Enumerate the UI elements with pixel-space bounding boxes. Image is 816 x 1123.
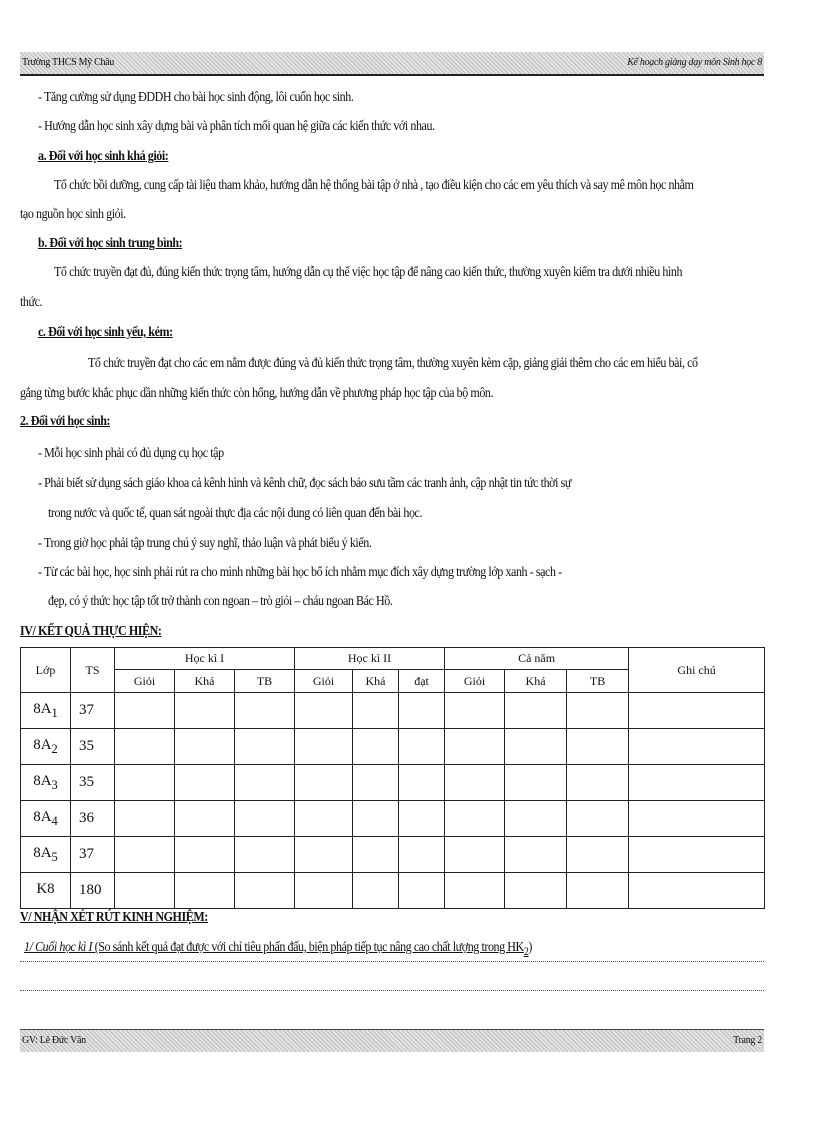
total-cell: 37 (71, 837, 115, 873)
sub-header: Khá (505, 670, 567, 693)
review-label: 1/ Cuối học kì I (24, 940, 93, 955)
group-header-term1: Học kì I (115, 648, 295, 670)
text-line: gắng từng bước khắc phục dần những kiến thức còn hổng, hướng dẫn về phương pháp học tập của bộ môn. (20, 386, 494, 401)
class-cell: K8 (21, 873, 71, 909)
text-line: - Hướng dẫn học sinh xây dựng bài và phân tích mối quan hệ giữa các kiến thức với nhau. (38, 119, 435, 134)
review-sub: 2 (523, 944, 529, 958)
total-cell: 36 (71, 801, 115, 837)
dotted-rule (20, 990, 764, 991)
sub-header: Giỏi (445, 670, 505, 693)
text-line: - Trong giờ học phải tập trung chú ý suy nghĩ, thảo luận và phát biểu ý kiến. (38, 536, 372, 551)
section-heading-5: V/ NHẬN XÉT RÚT KINH NGHIỆM: (20, 910, 208, 925)
total-cell: 35 (71, 765, 115, 801)
class-cell: $8A_3$ (21, 765, 71, 801)
text-line: - Phải biết sử dụng sách giáo khoa cả kênh hình và kênh chữ, đọc sách báo sưu tầm các tranh ảnh, cập nhật tin tức thời sự (38, 476, 571, 491)
group-header-year: Cả năm (445, 648, 629, 670)
class-cell: $8A_2$ (21, 729, 71, 765)
text-line: - Mỗi học sinh phải có đủ dụng cụ học tập (38, 446, 224, 461)
sub-header: Khá (175, 670, 235, 693)
results-table (20, 647, 765, 909)
text-line: đẹp, có ý thức học tập tốt trở thành con ngoan – trò giỏi – cháu ngoan Bác Hồ. (48, 594, 393, 609)
review-line (24, 940, 532, 958)
sub-header: TB (567, 670, 629, 693)
text-line: tạo nguồn học sinh giỏi. (20, 207, 126, 222)
table-row (21, 729, 765, 765)
text-line: - Tăng cường sử dụng ĐDDH cho bài học sinh động, lôi cuốn học sinh. (38, 90, 354, 105)
sub-header: đạt (399, 670, 445, 693)
table-row (21, 801, 765, 837)
document-title: Kế hoạch giảng dạy môn Sinh học 8 (627, 57, 762, 68)
sub-header: Giỏi (115, 670, 175, 693)
table-row (21, 693, 765, 729)
col-header-class: Lớp (21, 648, 71, 693)
text-line: trong nước và quốc tế, quan sát ngoài thực địa các nội dung có liên quan đến bài học. (48, 506, 423, 521)
class-cell: $8A_1$ (21, 693, 71, 729)
sub-header: TB (235, 670, 295, 693)
teacher-name: GV: Lê Đức Vân (22, 1035, 86, 1046)
col-header-total: TS (71, 648, 115, 693)
class-cell: $8A_5$ (21, 837, 71, 873)
section-heading-c: c. Đối với học sinh yếu, kém: (38, 325, 173, 340)
total-cell: 180 (71, 873, 115, 909)
sub-header: Giỏi (295, 670, 353, 693)
text-line: Tổ chức bồi dưỡng, cung cấp tài liệu tham khảo, hướng dẫn hệ thống bài tập ở nhà , tạo điều kiện cho các em yêu thích và say mê môn học nhằm (54, 178, 694, 193)
text-line: Tổ chức truyền đạt đủ, đúng kiến thức trọng tâm, hướng dẫn cụ thể việc học tập để nâng cao kiến thức, thường xuyên kiểm tra dưới nhiều hình (54, 265, 683, 280)
text-line: thức. (20, 295, 43, 310)
page-number: Trang 2 (733, 1035, 762, 1046)
sub-header: Khá (353, 670, 399, 693)
review-end: ) (528, 940, 533, 955)
total-cell: 35 (71, 729, 115, 765)
section-heading-4: IV/ KẾT QUẢ THỰC HIỆN: (20, 624, 162, 639)
table-row (21, 837, 765, 873)
table-row (21, 873, 765, 909)
class-cell: $8A_4$ (21, 801, 71, 837)
section-heading-b: b. Đối với học sinh trung bình: (38, 236, 183, 251)
group-header-term2: Học kì II (295, 648, 445, 670)
page-header (20, 52, 764, 76)
school-name: Trường THCS Mỹ Châu (22, 57, 114, 68)
text-line: - Từ các bài học, học sinh phải rút ra cho mình những bài học bổ ích nhằm mục đích xây dựng trường lớp xanh - sạch - (38, 565, 562, 580)
section-heading-2: 2. Đối với học sinh: (20, 414, 111, 429)
dotted-rule (20, 961, 764, 962)
review-text: (So sánh kết quả đạt được với chỉ tiêu phấn đấu, biện pháp tiếp tục nâng cao chất lượng trong HK (92, 940, 524, 955)
col-header-note: Ghi chú (629, 648, 765, 693)
page-footer (20, 1029, 764, 1052)
table-row (21, 765, 765, 801)
text-line: Tổ chức truyền đạt cho các em nắm được đúng và đủ kiến thức trọng tâm, thường xuyên kèm cặp, giảng giải thêm cho các em hiểu bài, cố (88, 356, 698, 371)
section-heading-a: a. Đối với học sinh khá giỏi: (38, 149, 169, 164)
total-cell: 37 (71, 693, 115, 729)
